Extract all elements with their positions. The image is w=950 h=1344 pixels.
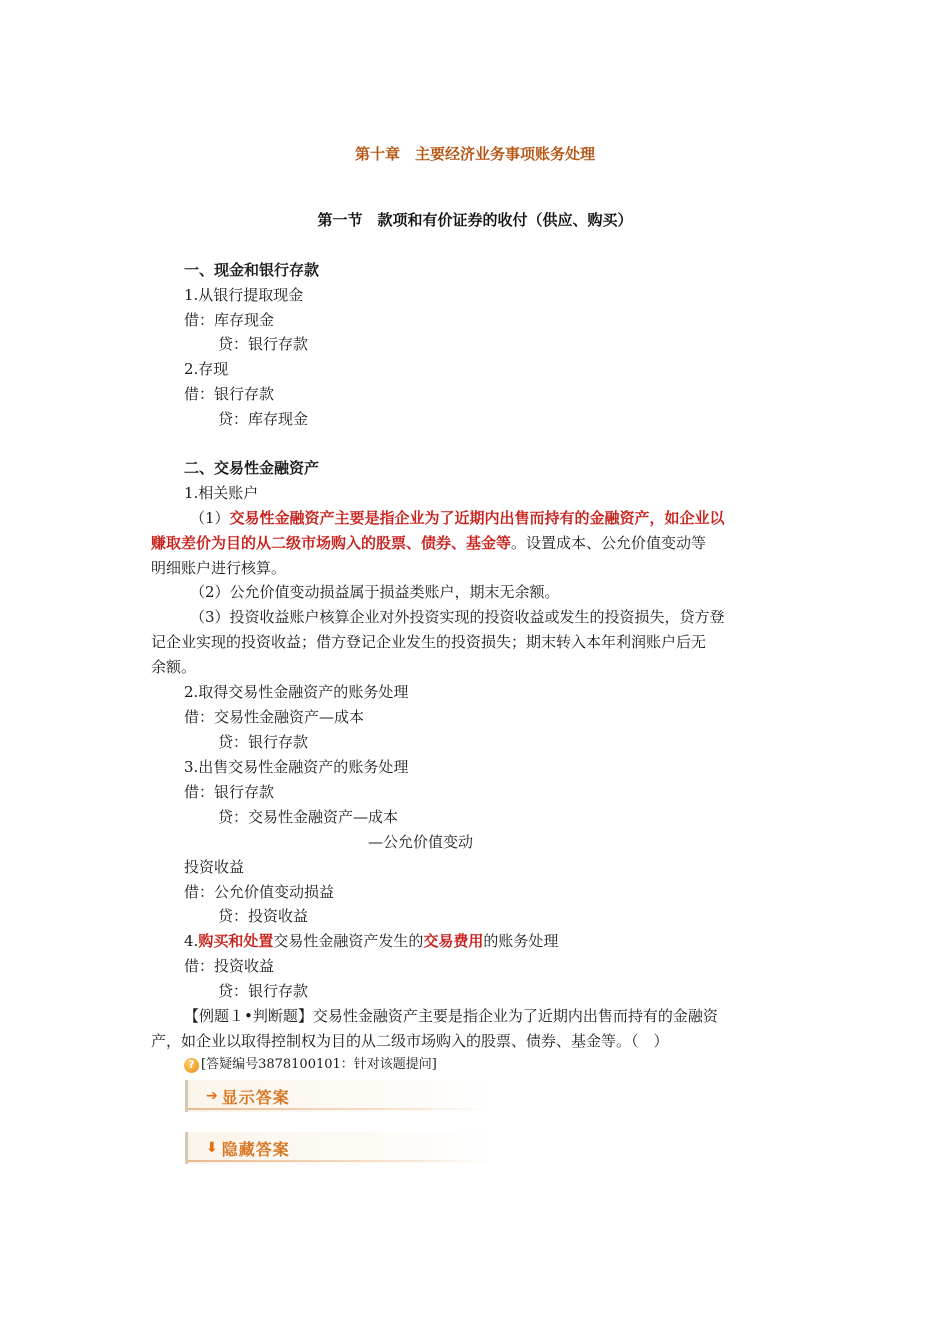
text-line: 借：公允价值变动损益: [184, 883, 335, 901]
show-answer-button[interactable]: [185, 1080, 498, 1112]
text-line: 3.出售交易性金融资产的账务处理: [184, 758, 409, 776]
text-line: 投资收益: [184, 858, 245, 876]
text-line: 借：银行存款: [184, 385, 275, 403]
text-span: 4.: [184, 932, 199, 950]
text-span: 交易性金融资产发生的: [273, 932, 424, 950]
text-line: 2.存现: [184, 360, 229, 378]
show-answer-label: 显示答案: [221, 1087, 290, 1107]
question-icon: ?: [184, 1058, 199, 1073]
text-line: 1.从银行提取现金: [184, 286, 304, 304]
question-reference[interactable]: [184, 1055, 437, 1075]
text-span: 。设置成本、公允价值变动等: [511, 534, 707, 552]
hide-answer-label: 隐藏答案: [221, 1139, 290, 1159]
text-line: 借：银行存款: [184, 783, 275, 801]
paragraph-line: [151, 531, 706, 556]
heading-trading-assets: 二、交易性金融资产: [184, 459, 320, 477]
paragraph-line: [190, 506, 725, 531]
hide-answer-button[interactable]: [185, 1132, 498, 1164]
highlight-text: 购买和处置: [198, 932, 274, 950]
text-line: —公允价值变动: [368, 833, 474, 851]
section-title: 第一节 款项和有价证券的收付（供应、购买）: [317, 211, 633, 229]
button-divider: [188, 1160, 488, 1162]
heading-cash-deposits: 一、现金和银行存款: [184, 261, 320, 279]
text-span: （1）: [190, 509, 230, 527]
arrow-down-icon: ⬇: [206, 1140, 218, 1156]
example-question-line: 【例题１•判断题】交易性金融资产主要是指企业为了近期内出售而持有的金融资: [184, 1007, 718, 1025]
text-line: 贷：银行存款: [218, 335, 309, 353]
paragraph-line: 明细账户进行核算。: [151, 559, 287, 577]
question-reference-link[interactable]: [答疑编号3878100101：针对该题提问]: [201, 1057, 437, 1072]
text-line: 贷：银行存款: [218, 982, 309, 1000]
text-line: [184, 929, 558, 954]
text-line: 贷：交易性金融资产—成本: [218, 808, 399, 826]
button-divider: [188, 1108, 488, 1110]
paragraph-line: （2）公允价值变动损益属于损益类账户，期末无余额。: [190, 583, 560, 601]
text-line: 借：交易性金融资产—成本: [184, 708, 365, 726]
highlight-text: 交易性金融资产主要是指企业为了近期内出售而持有的金融资产，如企业以: [229, 509, 725, 527]
text-line: 贷：银行存款: [218, 733, 309, 751]
text-line: 1.相关账户: [184, 484, 259, 502]
highlight-text: 交易费用: [423, 932, 484, 950]
paragraph-line: 余额。: [151, 658, 197, 676]
text-line: 贷：投资收益: [218, 907, 309, 925]
text-span: 的账务处理: [483, 932, 559, 950]
chapter-title: 第十章 主要经济业务事项账务处理: [354, 145, 595, 163]
paragraph-line: 记企业实现的投资收益；借方登记企业发生的投资损失；期末转入本年利润账户后无: [151, 633, 707, 651]
arrow-right-icon: ➔: [206, 1088, 218, 1104]
highlight-text: 赚取差价为目的从二级市场购入的股票、债券、基金等: [151, 534, 512, 552]
text-line: 贷：库存现金: [218, 410, 309, 428]
paragraph-line: （3）投资收益账户核算企业对外投资实现的投资收益或发生的投资损失，贷方登: [190, 608, 725, 626]
text-line: 借：投资收益: [184, 957, 275, 975]
example-question-line: 产，如企业以取得控制权为目的从二级市场购入的股票、债券、基金等。（ ）: [151, 1032, 669, 1050]
text-line: 借：库存现金: [184, 311, 275, 329]
text-line: 2.取得交易性金融资产的账务处理: [184, 683, 409, 701]
